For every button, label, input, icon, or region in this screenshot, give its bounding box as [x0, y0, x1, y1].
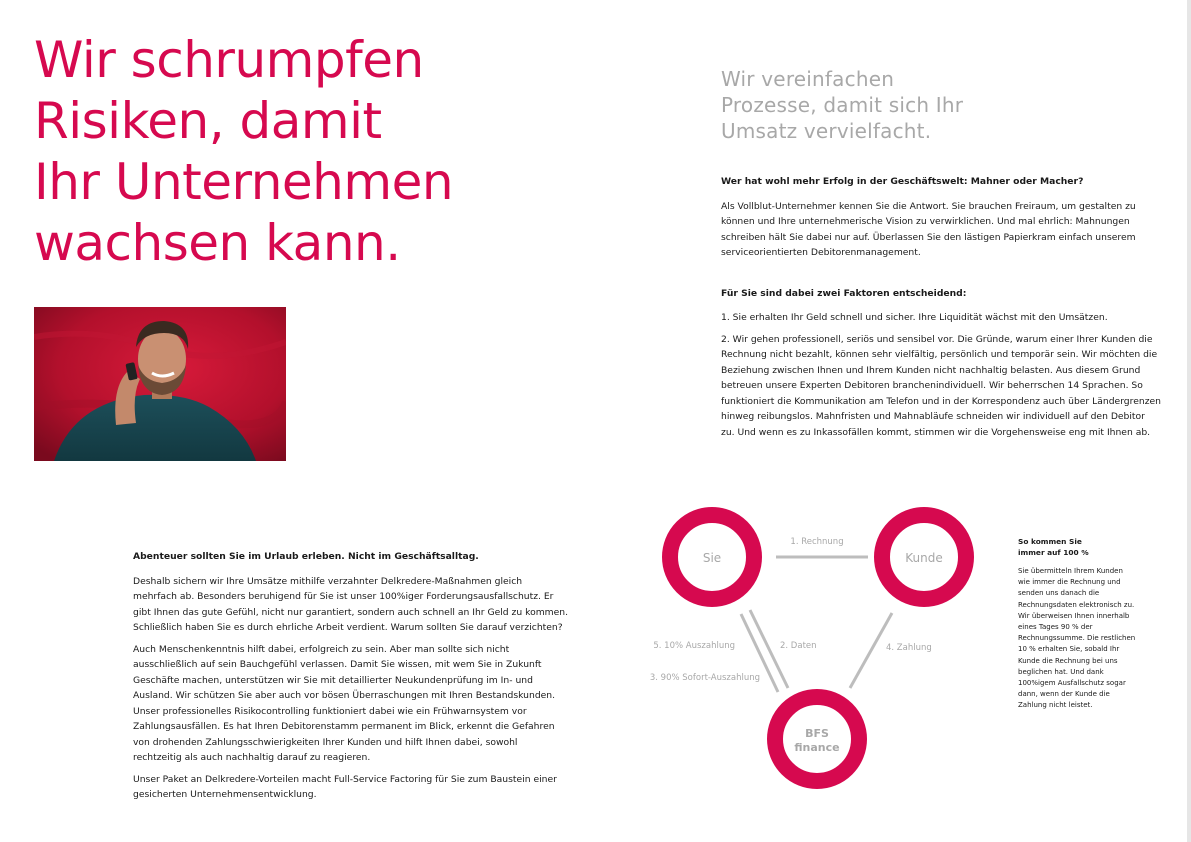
aside-body: Sie übermitteln Ihrem Kunden wie immer die Rechnung und senden uns danach die Rechnungsdaten elektronisch zu. Wir überweisen Ihnen innerhalb eines Tages 90 % der Rechnungssumme. Die restlichen 10 % erhalten Sie, sobald Ihr Kunde die Rechnung bei uns beglichen hat. Und dank 100%igem Ausfallschutz sogar dann, wenn der Kunde die Zahlung nicht leistet. — [1018, 567, 1136, 710]
question-heading: Wer hat wohl mehr Erfolg in der Geschäftswelt: Mahner oder Macher? — [721, 176, 1084, 187]
factoring-flow-diagram — [640, 505, 1000, 805]
headline-line: Risiken, damit — [34, 92, 382, 150]
subheadline-line: Umsatz vervielfacht. — [721, 119, 932, 143]
label-sofort-90: 3. 90% Sofort-Auszahlung — [649, 673, 760, 683]
headline-line: wachsen kann. — [34, 214, 401, 272]
factors-heading: Für Sie sind dabei zwei Faktoren entscheidend: — [721, 287, 967, 299]
flow-arrows — [741, 557, 892, 692]
node-kunde — [882, 515, 966, 599]
aside-title-line: immer auf 100 % — [1018, 548, 1089, 557]
paket-paragraph: Unser Paket an Delkredere-Vorteilen macht Full-Service Factoring für Sie zum Baustein einer gesicherten Unternehmensentwicklung. — [133, 773, 557, 800]
businessman-phone-photo — [34, 307, 286, 461]
label-rechnung: 1. Rechnung — [790, 537, 844, 547]
delkredere-paragraph: Deshalb sichern wir Ihre Umsätze mithilfe verzahnter Delkredere-Maßnahmen gleich mehrfach ab. Besonders beruhigend für Sie ist unser 100%iger Forderungsausfallschutz. Er gibt Ihnen das gute Gefühl, nicht nur garantiert, sondern auch schnell an Ihr Geld zu kommen. Schließlich haben Sie es durch ehrliche Arbeit verdient. Warum sollten Sie darauf verzichten? — [133, 575, 569, 633]
node-bfs-label-2: finance — [794, 741, 840, 754]
headline-line: Ihr Unternehmen — [34, 153, 454, 211]
node-sie-label: Sie — [702, 551, 722, 565]
node-bfs-finance — [775, 697, 859, 781]
node-bfs-label-1: BFS — [805, 727, 829, 740]
subheadline-line: Wir vereinfachen — [721, 67, 895, 91]
aside-explanation — [1018, 536, 1136, 712]
subheadline — [721, 66, 963, 144]
factor-2-paragraph: 2. Wir gehen professionell, seriös und sensibel vor. Die Gründe, warum einer Ihrer Kunden die Rechnung nicht bezahlt, können sehr vielfältig, persönlich und temporär sein. Wir möchten die Beziehung zwischen Ihnen und Ihrem Kunden nicht nachhaltig belasten. Aus diesem Grund betreuen unsere Experten Debitoren branchenindividuell. Wir beherrschen 14 Sprachen. So funktioniert die Kommunikation am Telefon und in der Korrespondenz auch über Ländergrenzen hinweg reibungslos. Mahnfristen und Mahnabläufe schneiden wir individuell auf den Debitor zu. Und wenn es zu Inkassofällen kommt, stimmen wir die Vorgehensweise eng mit Ihnen ab. — [721, 333, 1161, 438]
page-edge-divider — [1187, 0, 1191, 842]
label-auszahlung-10: 5. 10% Auszahlung — [653, 641, 735, 651]
label-zahlung: 4. Zahlung — [886, 643, 932, 653]
right-body-copy — [721, 174, 1161, 446]
label-daten: 2. Daten — [780, 641, 817, 651]
factor-1-paragraph: 1. Sie erhalten Ihr Geld schnell und sicher. Ihre Liquidität wächst mit den Umsätzen. — [721, 312, 1108, 323]
node-sie — [670, 515, 754, 599]
aside-title-line: So kommen Sie — [1018, 537, 1082, 546]
photo-illustration — [34, 307, 286, 461]
adventure-heading: Abenteuer sollten Sie im Urlaub erleben. Nicht im Geschäftsalltag. — [133, 551, 479, 562]
node-kunde-label: Kunde — [905, 551, 943, 565]
subheadline-line: Prozesse, damit sich Ihr — [721, 93, 964, 117]
left-body-copy — [133, 549, 568, 809]
intro-paragraph: Als Vollblut-Unternehmer kennen Sie die Antwort. Sie brauchen Freiraum, um gestalten zu können und Ihre unternehmerische Vision zu verwirklichen. Und mal ehrlich: Mahnungen schreiben hält Sie dabei nur auf. Überlassen Sie den lästigen Papierkram einfach unserem serviceorientierten Debitorenmanagement. — [721, 200, 1136, 258]
aside-title — [1018, 536, 1136, 558]
headline-line: Wir schrumpfen — [34, 31, 424, 89]
headline — [34, 30, 594, 274]
menschenkenntnis-paragraph: Auch Menschenkenntnis hilft dabei, erfolgreich zu sein. Aber man sollte sich nicht ausschließlich auf sein Bauchgefühl verlassen. Damit Sie wissen, mit wem Sie in Zukunft Geschäfte machen, unterstützen wir Sie mit detaillierter Neukundenprüfung im In- und Ausland. Wir schützen Sie aber auch vor bösen Überraschungen mit Ihren Bestandskunden. Unser professionelles Risikocontrolling funktioniert dabei wie ein Frühwarnsystem vor Zahlungsausfällen. Es hat Ihren Debitorenstamm permanent im Blick, erkennt die Gefahren von drohenden Zahlungsschwierigkeiten Ihrer Kunden und hilft Ihnen dabei, sowohl rechtzeitig als auch nachhaltig darauf zu reagieren. — [133, 643, 556, 763]
